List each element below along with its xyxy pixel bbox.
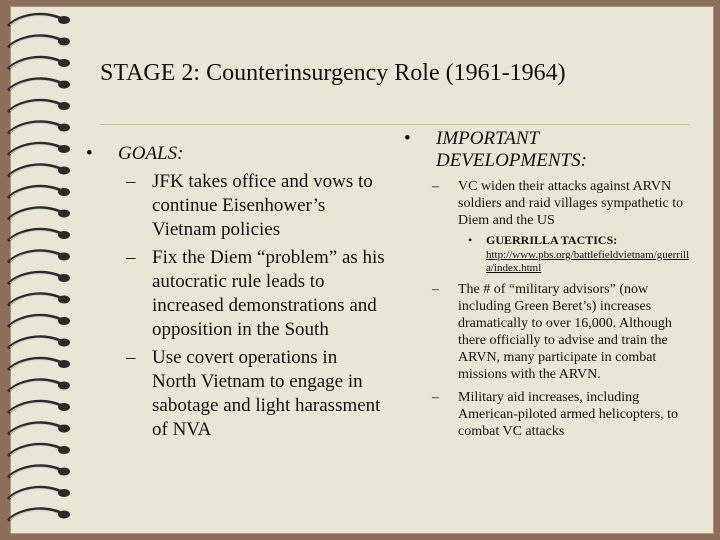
binding-ring [8,165,70,177]
binding-ring [8,208,70,220]
binding-ring [8,186,70,198]
goals-column [86,142,386,442]
goals-heading: GOALS: [118,143,184,164]
binding-ring [8,358,70,370]
binding-ring [8,380,70,392]
title-divider [100,124,690,125]
goal-item [86,246,386,342]
dash-marker: – [126,247,136,268]
spiral-binding-icon [0,0,80,540]
dash-marker: – [432,282,439,297]
binding-ring [8,294,70,306]
goal-text: JFK takes office and vows to continue Eisenhower’s Vietnam policies [152,171,373,240]
development-text: VC widen their attacks against ARVN soldiers and raid villages sympathetic to Diem and the US [458,179,684,228]
goal-item [86,346,386,442]
binding-ring [8,444,70,456]
goal-item [86,170,386,242]
dash-marker: – [432,390,439,405]
bullet-marker: • [404,128,411,149]
binding-ring [8,79,70,91]
development-item [404,389,694,440]
binding-ring [8,315,70,327]
developments-column [404,128,694,440]
binding-ring [8,272,70,284]
goal-text: Fix the Diem “problem” as his autocratic rule leads to increased demonstrations and opposition in the South [152,247,385,340]
binding-ring [8,122,70,134]
developments-heading-row [404,128,694,172]
binding-ring [8,251,70,263]
dash-marker: – [432,179,439,194]
development-text: The # of “military advisors” (now including Green Beret’s) increases dramatically to over 16,000. Although there officially to advise and train the ARVN, many participate in combat missions with the ARVN. [458,282,672,382]
binding-ring [8,423,70,435]
binding-ring [8,36,70,48]
binding-ring [8,229,70,241]
binding-ring [8,509,70,521]
bullet-marker: • [86,143,93,164]
dash-marker: – [126,347,136,368]
binding-ring [8,100,70,112]
guerrilla-link[interactable]: http://www.pbs.org/battlefieldvietnam/guerrilla/index.html [486,249,690,274]
development-text: Military aid increases, including American-piloted armed helicopters, to combat VC attacks [458,390,679,439]
slide-title: STAGE 2: Counterinsurgency Role (1961-1964) [100,60,566,86]
binding-ring [8,401,70,413]
binding-ring [8,337,70,349]
development-item [404,178,694,229]
development-item [404,281,694,383]
guerrilla-label: GUERRILLA TACTICS: [486,233,618,247]
goals-heading-row [86,142,386,166]
goal-text: Use covert operations in North Vietnam to engage in sabotage and light harassment of NVA [152,347,381,440]
dash-marker: – [126,171,136,192]
guerrilla-row [404,233,694,247]
binding-ring [8,487,70,499]
binding-ring [8,143,70,155]
binding-ring [8,57,70,69]
binding-ring [8,14,70,26]
binding-ring [8,466,70,478]
bullet-marker: • [468,233,473,247]
developments-heading: IMPORTANT DEVELOPMENTS: [436,128,587,171]
